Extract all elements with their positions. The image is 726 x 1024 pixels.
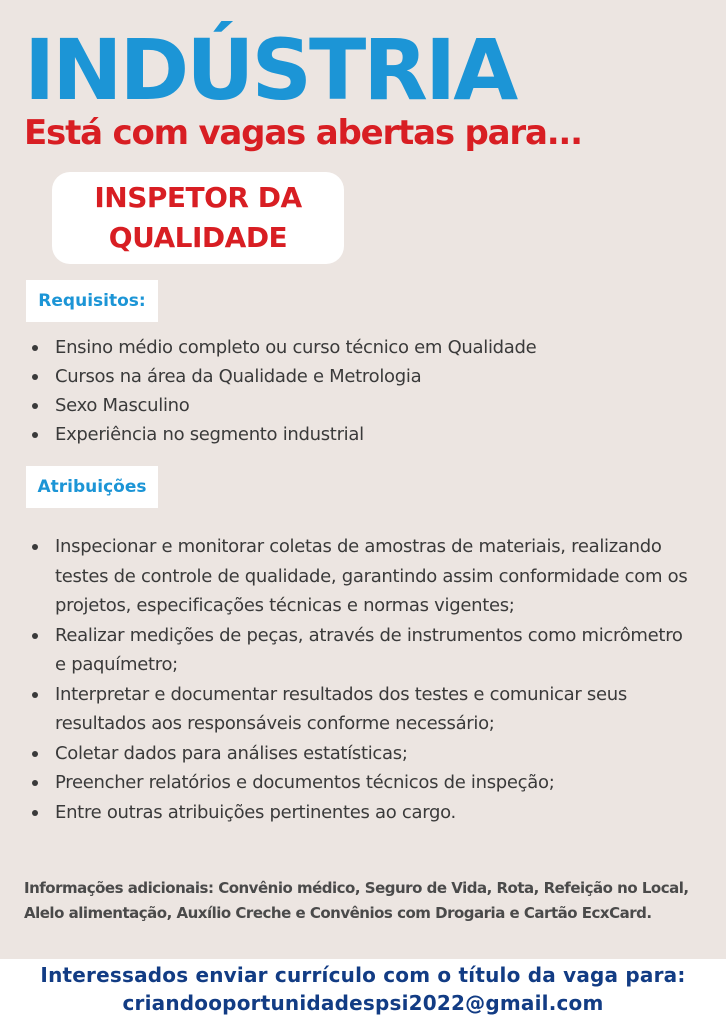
list-item: Coletar dados para análises estatísticas; bbox=[28, 739, 688, 769]
list-item: Ensino médio completo ou curso técnico em Qualidade bbox=[28, 333, 536, 362]
list-item: Interpretar e documentar resultados dos testes e comunicar seus resultados aos responsáveis conforme necessário; bbox=[28, 680, 688, 739]
contact-instructions: Interessados enviar currículo com o título da vaga para: bbox=[40, 963, 686, 987]
contact-email[interactable]: criandooportunidadespsi2022@gmail.com bbox=[122, 991, 604, 1015]
page-subtitle: Está com vagas abertas para... bbox=[24, 113, 582, 153]
requirements-label: Requisitos: bbox=[38, 291, 146, 311]
page-title: INDÚSTRIA bbox=[24, 21, 516, 119]
job-title-box bbox=[52, 172, 344, 264]
job-title bbox=[94, 178, 301, 258]
list-item: Inspecionar e monitorar coletas de amostras de materiais, realizando testes de controle de qualidade, garantindo assim conformidade com os projetos, especificações técnicas e normas vigentes; bbox=[28, 532, 688, 621]
additional-info: Informações adicionais: Convênio médico, Seguro de Vida, Rota, Refeição no Local, Alelo alimentação, Auxílio Creche e Convênios com Drogaria e Cartão EcxCard. bbox=[24, 879, 689, 922]
list-item: Entre outras atribuições pertinentes ao cargo. bbox=[28, 798, 688, 828]
requirements-label-box bbox=[26, 280, 158, 322]
duties-label-box bbox=[26, 466, 158, 508]
list-item: Sexo Masculino bbox=[28, 391, 536, 420]
list-item: Preencher relatórios e documentos técnicos de inspeção; bbox=[28, 768, 688, 798]
list-item: Experiência no segmento industrial bbox=[28, 420, 536, 449]
list-item: Cursos na área da Qualidade e Metrologia bbox=[28, 362, 536, 391]
contact-footer bbox=[0, 959, 726, 1024]
job-title-line-1: INSPETOR DA bbox=[94, 181, 302, 214]
job-title-line-2: QUALIDADE bbox=[108, 221, 288, 254]
duties-label: Atribuições bbox=[37, 477, 147, 497]
list-item: Realizar medições de peças, através de instrumentos como micrômetro e paquímetro; bbox=[28, 621, 688, 680]
duties-list bbox=[28, 532, 688, 827]
requirements-list bbox=[28, 333, 536, 449]
